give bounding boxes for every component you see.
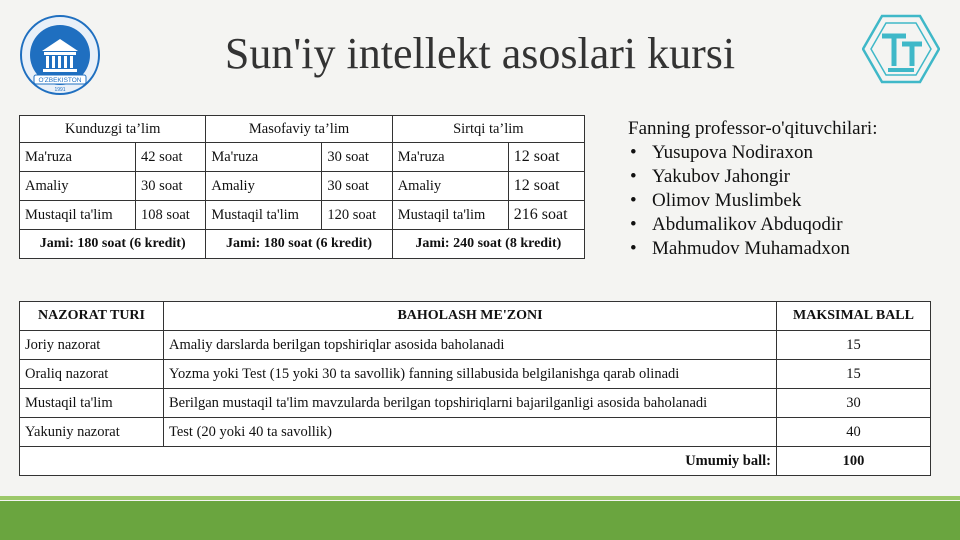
svg-text:1991: 1991 <box>54 87 66 93</box>
eval-total-row <box>20 447 931 476</box>
study-cell-label: Ma'ruza <box>206 143 322 172</box>
it-logo-icon <box>862 14 940 84</box>
eval-total-label: Umumiy ball: <box>20 447 777 476</box>
eval-table-row <box>20 389 931 418</box>
study-cell-value: 108 soat <box>136 201 206 230</box>
teacher-item: • Abdumalikov Abduqodir <box>628 213 877 237</box>
study-cell-label: Mustaqil ta'lim <box>206 201 322 230</box>
eval-col-header: BAHOLASH ME'ZONI <box>164 302 777 331</box>
study-cell-value: 216 soat <box>508 201 584 230</box>
study-cell-label: Mustaqil ta'lim <box>20 201 136 230</box>
study-cell-label: Ma'ruza <box>392 143 508 172</box>
study-col-header: Kunduzgi ta’lim <box>20 116 206 143</box>
study-cell-label: Mustaqil ta'lim <box>392 201 508 230</box>
study-total: Jami: 180 soat (6 kredit) <box>206 230 392 259</box>
teacher-item: • Yusupova Nodiraxon <box>628 141 877 165</box>
footer-bar <box>0 501 960 540</box>
eval-type: Mustaqil ta'lim <box>20 389 164 418</box>
svg-text:O'ZBEKISTON: O'ZBEKISTON <box>38 77 82 84</box>
eval-type: Joriy nazorat <box>20 331 164 360</box>
teacher-item: • Yakubov Jahongir <box>628 165 877 189</box>
study-cell-label: Amaliy <box>392 172 508 201</box>
teacher-item: • Mahmudov Muhamadxon <box>628 237 877 261</box>
eval-type: Yakuniy nazorat <box>20 418 164 447</box>
study-cell-value: 12 soat <box>508 172 584 201</box>
study-cell-value: 30 soat <box>322 143 392 172</box>
evaluation-table <box>19 301 931 476</box>
eval-table-row <box>20 331 931 360</box>
eval-type: Oraliq nazorat <box>20 360 164 389</box>
study-col-header: Masofaviy ta’lim <box>206 116 392 143</box>
eval-table-row <box>20 418 931 447</box>
study-cell-value: 120 soat <box>322 201 392 230</box>
teachers-heading: Fanning professor-o'qituvchilari: <box>628 118 878 139</box>
eval-max-ball: 15 <box>777 331 931 360</box>
eval-col-header: NAZORAT TURI <box>20 302 164 331</box>
study-total: Jami: 180 soat (6 kredit) <box>20 230 206 259</box>
study-cell-label: Ma'ruza <box>20 143 136 172</box>
study-table-header-row <box>20 116 585 143</box>
study-cell-label: Amaliy <box>20 172 136 201</box>
study-total: Jami: 240 soat (8 kredit) <box>392 230 584 259</box>
study-cell-label: Amaliy <box>206 172 322 201</box>
study-cell-value: 30 soat <box>322 172 392 201</box>
teachers-section <box>628 117 877 261</box>
eval-table-header-row <box>20 302 931 331</box>
eval-criteria: Berilgan mustaqil ta'lim mavzularda berilgan topshiriqlarni bajarilganligi asosida baholanadi <box>164 389 777 418</box>
eval-criteria: Test (20 yoki 40 ta savollik) <box>164 418 777 447</box>
teacher-item: • Olimov Muslimbek <box>628 189 877 213</box>
eval-max-ball: 40 <box>777 418 931 447</box>
eval-criteria: Amaliy darslarda berilgan topshiriqlar asosida baholanadi <box>164 331 777 360</box>
eval-max-ball: 15 <box>777 360 931 389</box>
study-cell-value: 42 soat <box>136 143 206 172</box>
study-table-row <box>20 172 585 201</box>
eval-criteria: Yozma yoki Test (15 yoki 30 ta savollik) fanning sillabusida belgilanishga qarab olinadi <box>164 360 777 389</box>
study-table-row <box>20 201 585 230</box>
slide-title: Sun'iy intellekt asoslari kursi <box>224 29 736 78</box>
teachers-list <box>628 141 877 261</box>
study-col-header: Sirtqi ta’lim <box>392 116 584 143</box>
study-cell-value: 30 soat <box>136 172 206 201</box>
eval-col-header: MAKSIMAL BALL <box>777 302 931 331</box>
university-logo <box>20 15 100 95</box>
footer-accent-line <box>0 496 960 500</box>
eval-max-ball: 30 <box>777 389 931 418</box>
eval-total-value: 100 <box>777 447 931 476</box>
eval-table-row <box>20 360 931 389</box>
study-table-total-row <box>20 230 585 259</box>
study-hours-table <box>19 115 585 259</box>
study-table-row <box>20 143 585 172</box>
study-cell-value: 12 soat <box>508 143 584 172</box>
